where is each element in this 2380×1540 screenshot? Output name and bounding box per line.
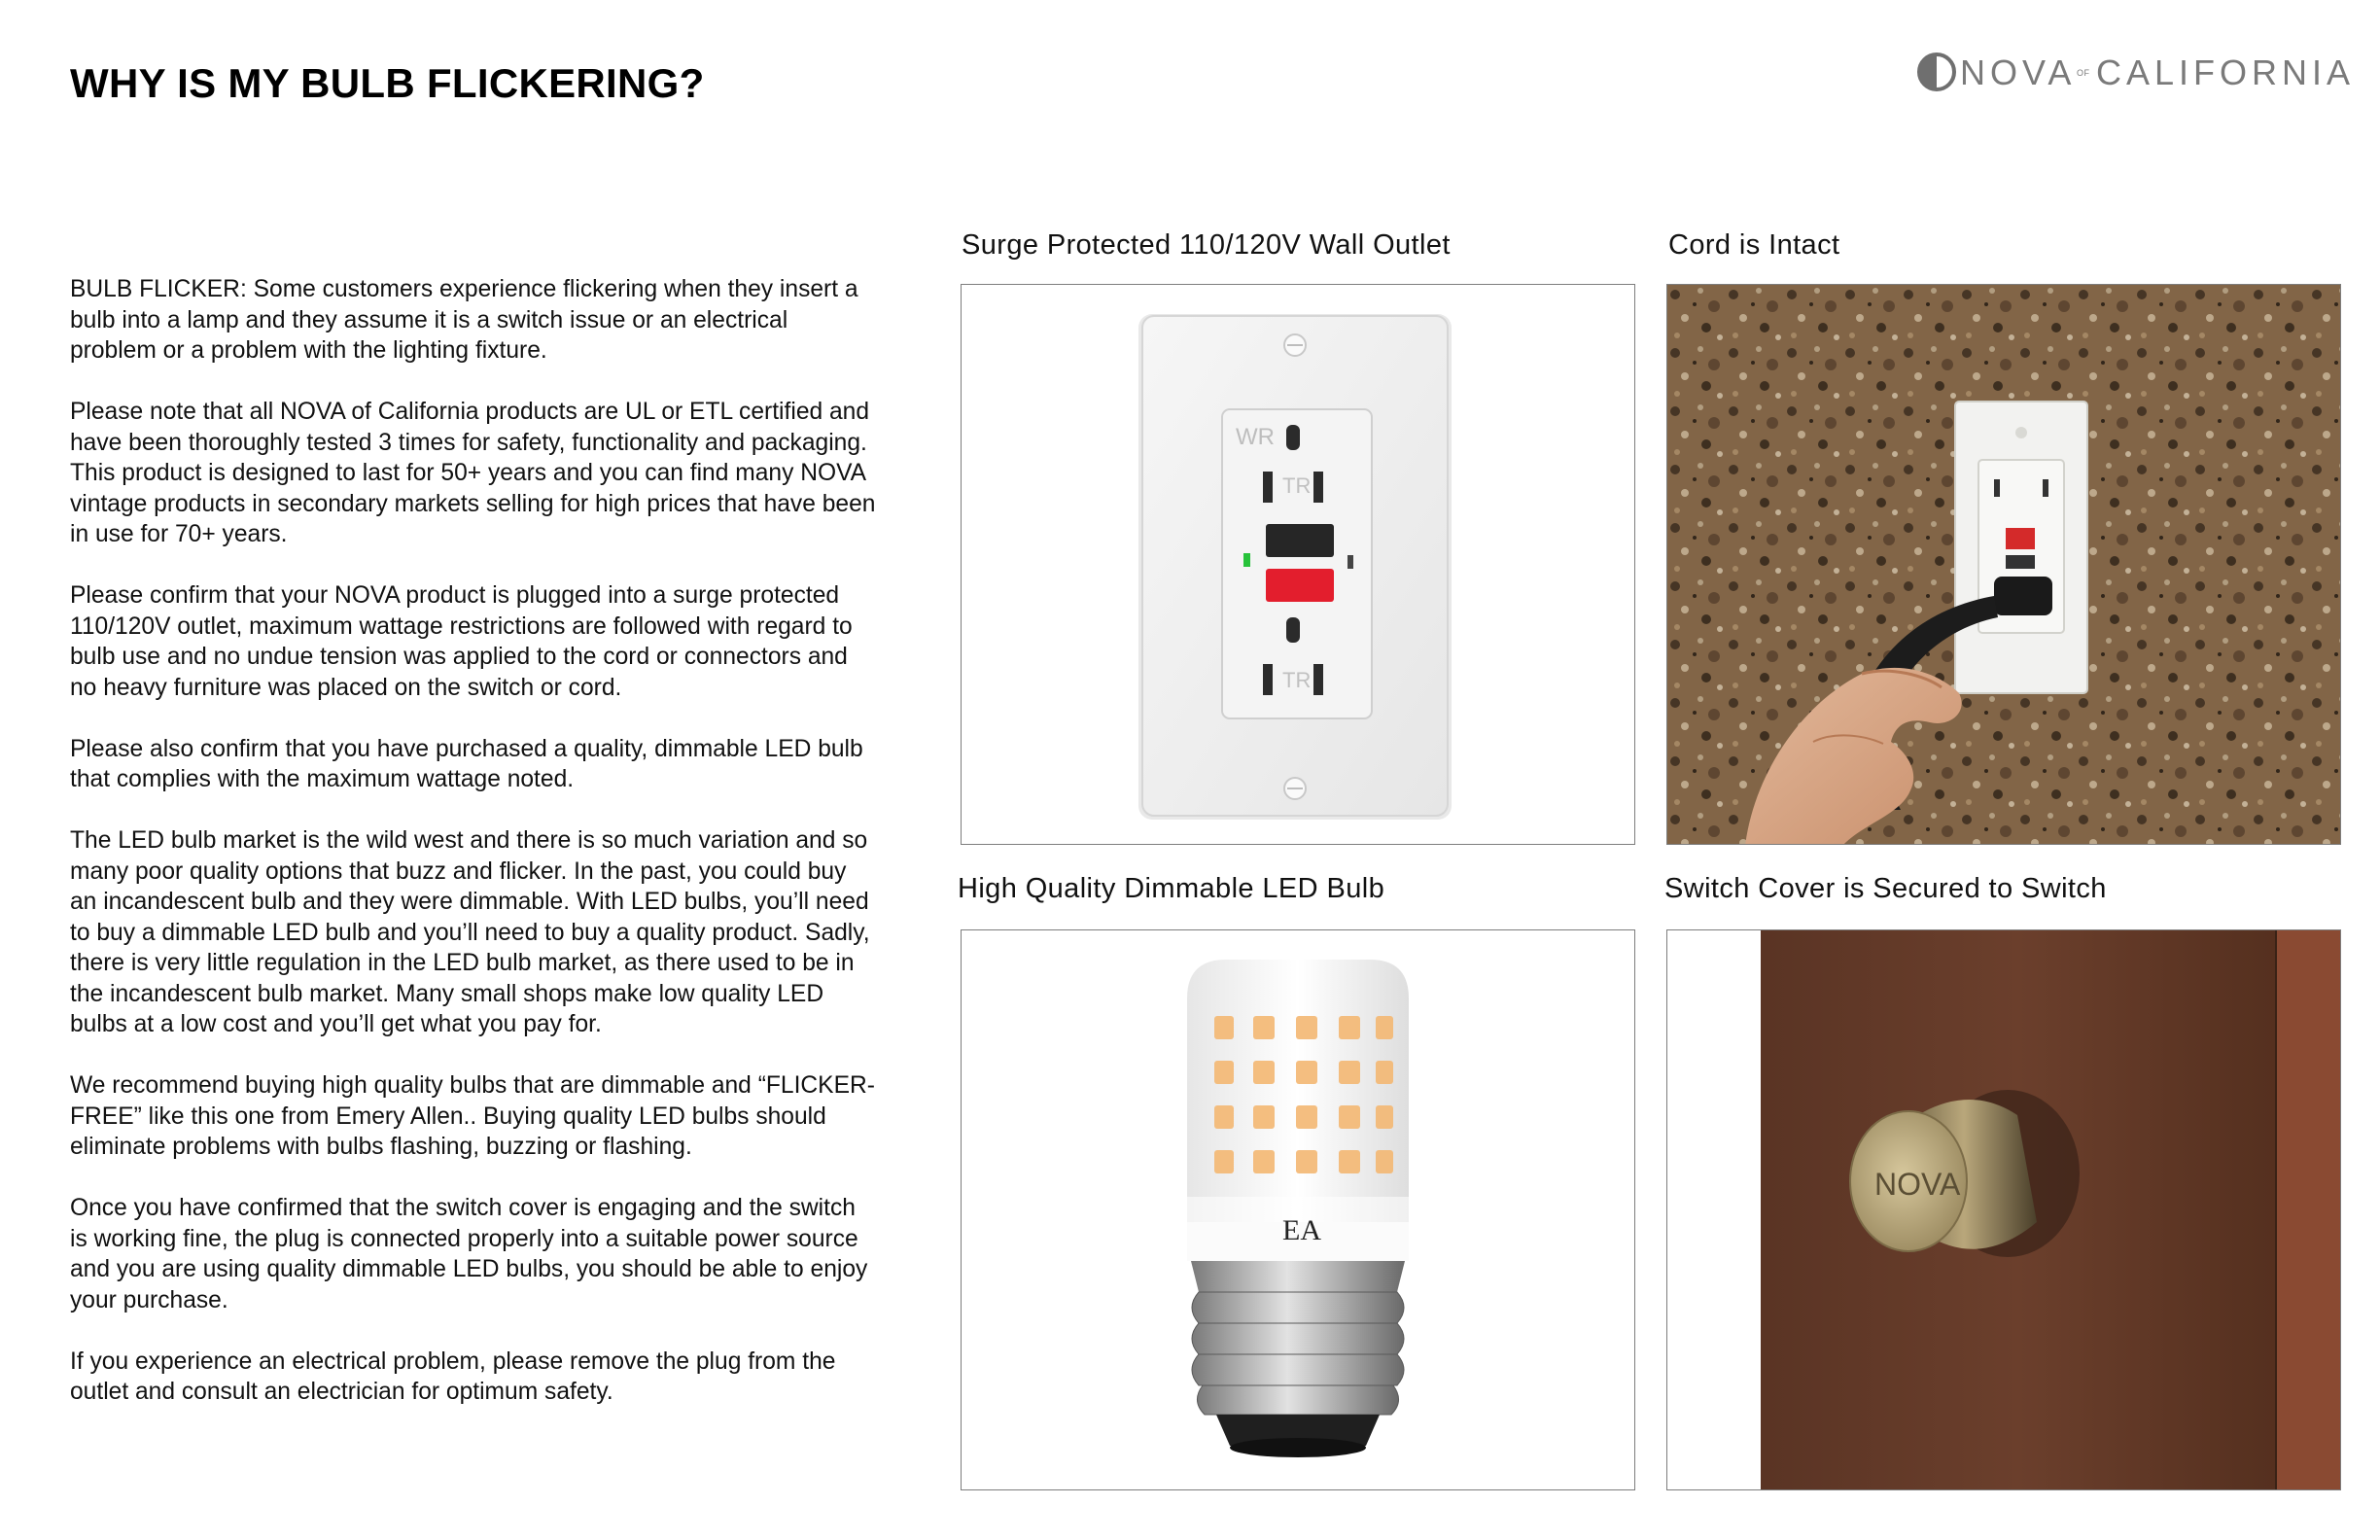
paragraph-dimmable-led: Please also confirm that you have purchased a quality, dimmable LED bulb that complies with the maximum wattage noted. (70, 735, 863, 792)
switch-caption: Switch Cover is Secured to Switch (1664, 873, 2107, 904)
bulb-brand-mark: EA (1282, 1214, 1321, 1246)
body-text (70, 274, 877, 1438)
nova-circle-mark-icon (1915, 47, 1958, 101)
cord-caption: Cord is Intact (1668, 229, 1840, 261)
nova-of-california-logo (1915, 47, 2356, 101)
outlet-image (961, 284, 1635, 845)
paragraph-confirmation: Once you have confirmed that the switch cover is engaging and the switch is working fine, the plug is connected properly into a suitable power source and you are using quality dimmable LED bulbs, you should be able to enjoy your purchase. (70, 1195, 868, 1313)
outlet-label-slot-bottom: TR (1282, 668, 1312, 692)
outlet-label-slot-top: TR (1282, 473, 1312, 498)
switch-cap-text: NOVA (1874, 1167, 1961, 1202)
outlet-caption: Surge Protected 110/120V Wall Outlet (962, 229, 1451, 261)
paragraph-led-market: The LED bulb market is the wild west and there is so much variation and so many poor quality options that buzz and flicker. In the past, you could buy an incandescent bulb and they were dimmable. With LED bulbs, you’ll need to buy a dimmable LED bulb and you’ll need to buy a quality product. Sadly, there is very little regulation in the LED bulb market, as there used to be in the incandescent bulb market. Many small shops make low quality LED bulbs at a low cost and you’ll get what you pay for. (70, 827, 870, 1037)
logo-brand-right: CALIFORNIA (2096, 52, 2356, 92)
page-title: WHY IS MY BULB FLICKERING? (70, 60, 705, 106)
switch-image (1666, 929, 2341, 1490)
bulb-caption: High Quality Dimmable LED Bulb (958, 873, 1385, 904)
paragraph-surge-outlet: Please confirm that your NOVA product is plugged into a surge protected 110/120V outlet, maximum wattage restrictions are followed with regard to bulb use and no undue tension was applied to the cord or connectors and no heavy furniture was placed on the switch or cord. (70, 582, 853, 701)
logo-brand-of: OF (2077, 68, 2090, 78)
logo-brand-left: NOVA (1960, 52, 2077, 92)
paragraph-recommendation: We recommend buying high quality bulbs that are dimmable and “FLICKER-FREE” like this one from Emery Allen.. Buying quality LED bulbs should eliminate problems with bulbs flashing, buzzing or flashing. (70, 1072, 875, 1160)
paragraph-electrical-problem: If you experience an electrical problem, please remove the plug from the outlet and consult an electrician for optimum safety. (70, 1348, 836, 1405)
paragraph-bulb-flicker: BULB FLICKER: Some customers experience flickering when they insert a bulb into a lamp and they assume it is a switch issue or an electrical problem or a problem with the lighting fixture. (70, 276, 858, 364)
paragraph-certification: Please note that all NOVA of California products are UL or ETL certified and have been thoroughly tested 3 times for safety, functionality and packaging. This product is designed to last for 50+ years and you can find many NOVA vintage products in secondary markets selling for high prices that have been in use for 70+ years. (70, 399, 876, 547)
outlet-label-top: WR (1236, 424, 1275, 450)
bulb-image (961, 929, 1635, 1490)
cord-image (1666, 284, 2341, 845)
